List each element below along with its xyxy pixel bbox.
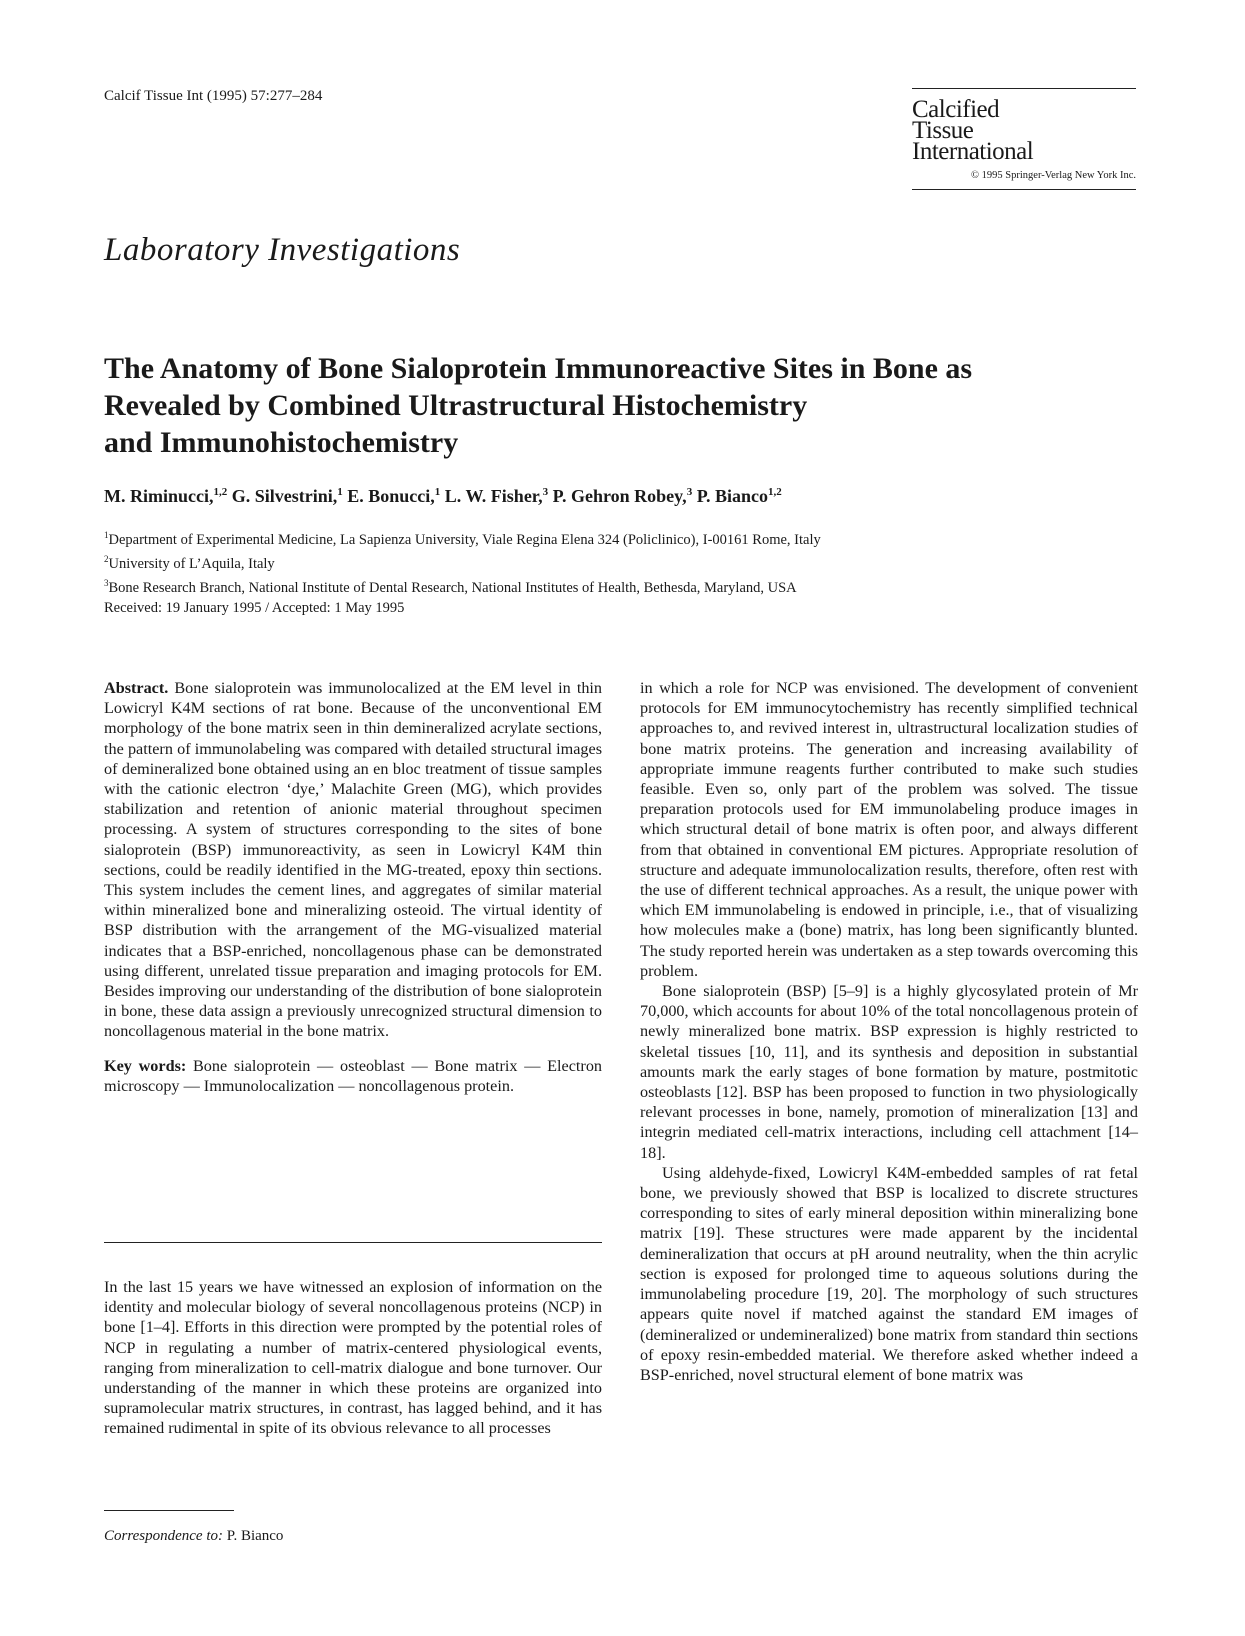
keywords-text: Bone sialoprotein — osteoblast — Bone matrix — Electron microscopy — Immunolocalization — noncollagenous protein. (104, 1056, 603, 1095)
affiliations (104, 526, 821, 597)
author-name: M. Riminucci, (104, 486, 214, 506)
correspondence-label: Correspondence to: (104, 1528, 224, 1544)
abstract-label: Abstract. (104, 679, 169, 697)
journal-logo-line-1: Calcified (912, 96, 1000, 123)
journal-logo-line-2: Tissue (912, 117, 974, 144)
intro-paragraph-previous-study: Using aldehyde-fixed, Lowicryl K4M-embedded samples of rat fetal bone, we previously showed that BSP is localized to discrete structures corresponding to sites of early mineral deposition within mineralizing bone matrix [19]. These structures were made apparent by the incidental demineralization that occurs at pH around neutrality, when the thin acrylic section is exposed for prolonged time to aqueous solutions during the immunolabeling procedure [19, 20]. The morphology of such structures appears quite novel if matched against the standard EM images of (demineralized or undemineralized) bone matrix from standard thin sections of epoxy resin-embedded material. We therefore asked whether indeed a BSP-enriched, novel structural element of bone matrix was (640, 1163, 1138, 1384)
title-line-2: Revealed by Combined Ultrastructural Histochemistry (104, 389, 808, 422)
affiliation-text: Department of Experimental Medicine, La Sapienza University, Viale Regina Elena 324 (Policlinico), I-00161 Rome, Italy (108, 531, 821, 548)
affiliation-1 (104, 526, 821, 550)
journal-logo (912, 96, 1136, 165)
intro-column-left (104, 1277, 602, 1439)
author-list (104, 486, 782, 507)
intro-column-right (640, 678, 1138, 1385)
affiliation-text: Bone Research Branch, National Institute of Dental Research, National Institutes of Health, Bethesda, Maryland, USA (108, 579, 797, 596)
paper-title (104, 350, 1144, 461)
affiliation-number: 3 (104, 577, 109, 588)
author-affiliation-mark: 1 (434, 486, 441, 498)
journal-logo-block (912, 88, 1136, 190)
intro-paragraph-continued: in which a role for NCP was envisioned. The development of convenient protocols for EM immunocytochemistry has recently simplified technical approaches to, and revived interest in, ultrastructural localization studies of bone matrix proteins. The generation and increasing availability of appropriate immune reagents further contributed to make such studies feasible. Even so, only part of the problem was solved. The tissue preparation protocols used for EM immunolabeling produce images in which structural detail of bone matrix is often poor, and always different from that obtained in conventional EM pictures. Appropriate resolution of structure and adequate immunolocalization results, therefore, often rest with the use of different technical approaches. As a result, the unique power with which EM immunolabeling is endowed in principle, i.e., that of visualizing how molecules make a (bone) matrix, has long been significantly blunted. The study reported herein was undertaken as a step towards overcoming this problem. (640, 679, 1138, 980)
author-name: P. Gehron Robey, (552, 486, 687, 506)
affiliation-number: 2 (104, 553, 109, 564)
affiliation-text: University of L’Aquila, Italy (108, 555, 275, 572)
correspondence-name: P. Bianco (226, 1528, 284, 1544)
affiliation-number: 1 (104, 530, 109, 540)
abstract-divider-rule (104, 1242, 602, 1243)
abstract-text: Bone sialoprotein was immunolocalized at the EM level in thin Lowicryl K4M sections of rat bone. Because of the unconventional EM morphology of the bone matrix seen in thin demineralized acrylate sections, the pattern of immunolabeling was compared with detailed structural images of demineralized bone obtained using an en bloc treatment of tissue samples with the cationic electron ‘dye,’ Malachite Green (MG), which provides stabilization and retention of anionic material throughout specimen processing. A system of structures corresponding to the sites of bone sialoprotein (BSP) immunoreactivity, as seen in Lowicryl K4M thin sections, could be readily identified in the MG-treated, epoxy thin sections. This system includes the cement lines, and aggregates of similar material within mineralized bone and mineralizing osteoid. The virtual identity of BSP distribution with the arrangement of the MG-visualized material indicates that a BSP-enriched, noncollagenous phase can be demonstrated using different, unrelated tissue preparation and imaging protocols for EM. Besides improving our understanding of the distribution of bone sialoprotein in bone, these data assign a previously unrecognized structural dimension to noncollagenous material in the bone matrix. (104, 679, 602, 1041)
logo-bottom-rule (912, 189, 1136, 190)
abstract-column (104, 678, 602, 1096)
intro-paragraph-bsp: Bone sialoprotein (BSP) [5–9] is a highly glycosylated protein of Mr 70,000, which accounts for about 10% of the total noncollagenous protein of newly mineralized bone matrix. BSP expression is highly restricted to skeletal tissues [10, 11], and its synthesis and deposition in substantial amounts mark the early stages of bone formation by mature, postmitotic osteoblasts [12]. BSP has been proposed to function in two physiologically relevant processes in bone, namely, promotion of mineralization [13] and integrin mediated cell-matrix interactions, including cell attachment [14–18]. (640, 982, 1138, 1162)
correspondence-footnote (104, 1528, 283, 1545)
copyright-notice: © 1995 Springer-Verlag New York Inc. (971, 170, 1136, 181)
affiliation-2 (104, 550, 821, 574)
logo-top-rule (912, 88, 1136, 89)
abstract (104, 678, 602, 1042)
affiliation-3 (104, 574, 821, 598)
footnote-rule (104, 1510, 234, 1511)
keywords-label: Key words: (104, 1056, 187, 1075)
author-affiliation-mark: 1,2 (768, 486, 782, 498)
title-line-3: and Immunohistochemistry (104, 426, 459, 459)
title-line-1: The Anatomy of Bone Sialoprotein Immunoreactive Sites in Bone as (104, 352, 973, 385)
author-name: G. Silvestrini, (231, 486, 338, 506)
section-label: Laboratory Investigations (104, 232, 461, 268)
journal-citation: Calcif Tissue Int (1995) 57:277–284 (104, 88, 323, 104)
author-name: E. Bonucci, (347, 486, 435, 506)
keywords (104, 1056, 602, 1096)
author-name: P. Bianco (696, 486, 769, 506)
author-affiliation-mark: 1,2 (213, 486, 228, 498)
author-affiliation-mark: 1 (337, 486, 343, 498)
author-affiliation-mark: 3 (542, 486, 549, 498)
author-name: L. W. Fisher, (444, 486, 543, 506)
received-dates: Received: 19 January 1995 / Accepted: 1 May 1995 (104, 600, 405, 616)
author-affiliation-mark: 3 (686, 486, 693, 498)
intro-paragraph-1: In the last 15 years we have witnessed an explosion of information on the identity and molecular biology of several noncollagenous proteins (NCP) in bone [1–4]. Efforts in this direction were prompted by the potential roles of NCP in regulating a number of matrix-centered physiological events, ranging from mineralization to cell-matrix dialogue and bone turnover. Our understanding of the manner in which these proteins are organized into supramolecular matrix structures, in contrast, has lagged behind, and it has remained rudimental in spite of its obvious relevance to all processes (104, 1278, 602, 1438)
journal-logo-line-3: International (912, 138, 1034, 165)
